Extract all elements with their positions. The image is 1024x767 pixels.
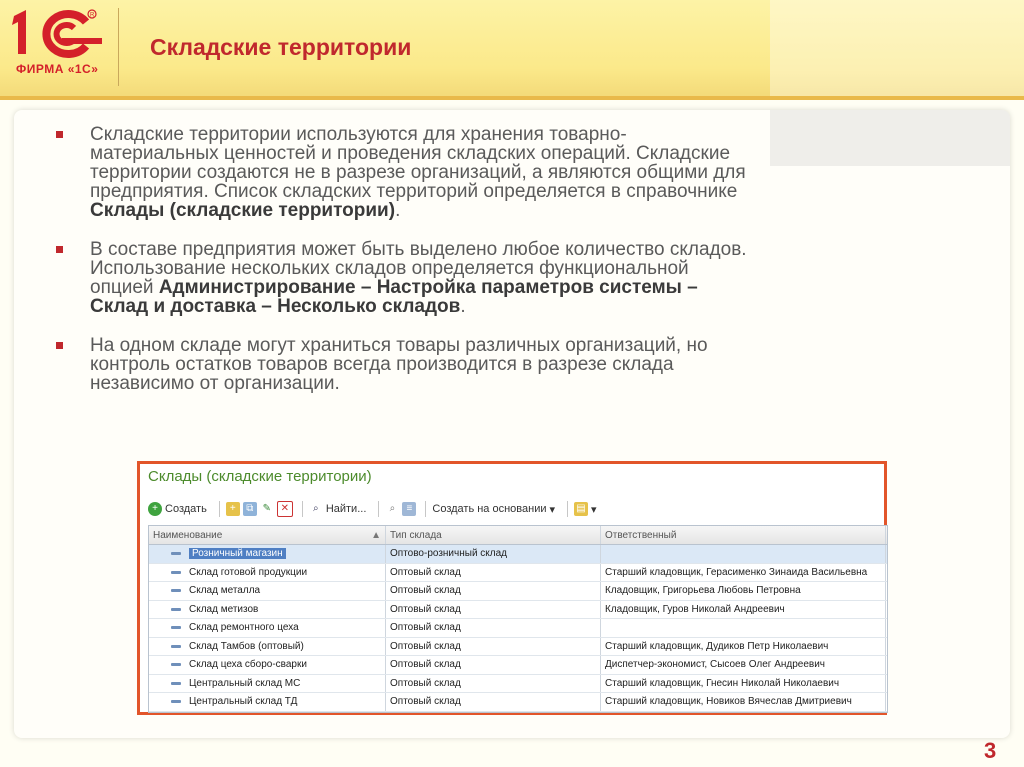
catalog-item-icon [171, 571, 181, 574]
table-row[interactable] [149, 582, 887, 601]
table-row[interactable] [149, 656, 887, 675]
table-row[interactable] [149, 564, 887, 583]
delete-mark-icon[interactable]: ✕ [277, 501, 293, 517]
catalog-item-icon [171, 682, 181, 685]
table-row[interactable] [149, 693, 887, 712]
bullet-marker [56, 246, 63, 253]
cell-name [149, 656, 386, 674]
create-basis-button[interactable] [432, 503, 555, 516]
cell-name-text: Склад готовой продукции [189, 566, 308, 578]
page-number: 3 [984, 738, 997, 763]
toolbar [148, 498, 603, 520]
cell-type: Оптовый склад [386, 693, 601, 711]
page-title: Складские территории [150, 34, 412, 60]
cell-type: Оптовый склад [386, 582, 601, 600]
cell-type: Оптовый склад [386, 638, 601, 656]
cell-responsible [601, 619, 886, 637]
cell-name [149, 638, 386, 656]
column-header-name[interactable] [149, 526, 386, 544]
search-icon: ⌕ [309, 502, 323, 516]
cell-responsible: Кладовщик, Григорьева Любовь Петровна [601, 582, 886, 600]
table-row[interactable] [149, 619, 887, 638]
cell-type: Оптово-розничный склад [386, 545, 601, 563]
cell-name-text: Склад цеха сборо-сварки [189, 659, 307, 671]
bullet-text: В составе предприятия может быть выделено любое количество складов. Использование нескольких складов определяется функциональной опцией [90, 239, 747, 298]
cell-type: Оптовый склад [386, 564, 601, 582]
header-light-band [770, 0, 1024, 98]
cell-name [149, 564, 386, 582]
warehouses-table [148, 525, 888, 713]
cell-responsible: Диспетчер-экономист, Сысоев Олег Андреевич [601, 656, 886, 674]
cell-name-text: Склад ремонтного цеха [189, 622, 299, 634]
bullet-bold-text: Склады (складские территории) [90, 200, 396, 221]
cell-name [149, 601, 386, 619]
cell-name [149, 582, 386, 600]
svg-text:R: R [90, 12, 95, 19]
cell-name-text: Склад метизов [189, 603, 259, 615]
bullet-text: Складские территории используются для хранения товарно-материальных ценностей и проведения складских операций. Складские территории создаются не в разрезе организаций, а являются общими для предприятия. Список складских территорий определяется в справочнике [90, 124, 746, 202]
table-row[interactable] [149, 638, 887, 657]
chevron-down-icon: ▾ [591, 503, 597, 516]
cell-name [149, 545, 386, 563]
column-header-type[interactable]: Тип склада [386, 526, 601, 544]
catalog-item-icon [171, 700, 181, 703]
toolbar-separator [219, 501, 220, 517]
toolbar-separator [378, 501, 379, 517]
create-button-label: Создать [165, 503, 207, 515]
cell-type: Оптовый склад [386, 601, 601, 619]
find-button-label: Найти... [325, 503, 367, 515]
create-button[interactable] [148, 502, 207, 516]
edit-pencil-icon[interactable]: ✎ [260, 502, 274, 516]
logo-1c [0, 0, 118, 88]
list-icon[interactable]: ≡ [402, 502, 416, 516]
warehouses-window [137, 461, 887, 715]
sort-arrow-icon: ▲ [371, 529, 381, 541]
logo-divider [118, 8, 119, 86]
bullet-list [52, 125, 752, 413]
cell-name-text: Розничный магазин [189, 548, 286, 559]
catalog-item-icon [171, 608, 181, 611]
logo-caption: ФИРМА «1С» [16, 62, 99, 76]
chevron-down-icon: ▾ [549, 503, 556, 516]
table-header [149, 526, 887, 545]
cell-responsible: Старший кладовщик, Новиков Вячеслав Дмитриевич [601, 693, 886, 711]
toolbar-separator [567, 501, 568, 517]
copy-icon[interactable]: ⧉ [243, 502, 257, 516]
plus-icon: + [148, 502, 162, 516]
bullet-marker [56, 131, 63, 138]
more-actions-button[interactable] [574, 502, 597, 516]
catalog-item-icon [171, 589, 181, 592]
cell-name-text: Центральный склад ТД [189, 696, 298, 708]
column-header-label: Наименование [153, 529, 223, 541]
cell-type: Оптовый склад [386, 619, 601, 637]
bullet-bold-text: Администрирование – Настройка параметров системы – Склад и доставка – Несколько складов [90, 277, 698, 317]
table-row[interactable] [149, 545, 887, 564]
cell-responsible: Кладовщик, Гуров Николай Андреевич [601, 601, 886, 619]
toolbar-separator [302, 501, 303, 517]
bullet-text-tail: . [395, 200, 401, 221]
panel-corner-shade [770, 110, 1010, 166]
catalog-item-icon [171, 552, 181, 555]
cell-name [149, 619, 386, 637]
table-row[interactable] [149, 601, 887, 620]
catalog-item-icon [171, 645, 181, 648]
create-basis-label: Создать на основании [432, 503, 547, 515]
cell-name-text: Склад Тамбов (оптовый) [189, 640, 304, 652]
cell-name [149, 675, 386, 693]
cell-name-text: Центральный склад МС [189, 677, 301, 689]
bullet-text: На одном складе могут храниться товары различных организаций, но контроль остатков товаров всегда производится в разрезе склада независимо от организации. [90, 335, 708, 394]
bullet-marker [56, 342, 63, 349]
catalog-item-icon [171, 663, 181, 666]
add-folder-icon[interactable]: + [226, 502, 240, 516]
toolbar-separator [425, 501, 426, 517]
cell-responsible: Старший кладовщик, Герасименко Зинаида Васильевна [601, 564, 886, 582]
cell-responsible: Старший кладовщик, Гнесин Николай Николаевич [601, 675, 886, 693]
print-icon: ▤ [574, 502, 588, 516]
bullet-item [52, 125, 752, 220]
bullet-text-tail: . [460, 296, 466, 317]
bullet-item [52, 240, 752, 316]
logo-1c-icon [0, 0, 118, 64]
column-header-responsible[interactable]: Ответственный [601, 526, 886, 544]
cell-responsible [601, 545, 886, 563]
catalog-item-icon [171, 626, 181, 629]
cancel-search-icon[interactable]: ⌕ [385, 502, 399, 516]
cell-type: Оптовый склад [386, 675, 601, 693]
cell-type: Оптовый склад [386, 656, 601, 674]
table-row[interactable] [149, 675, 887, 694]
find-button[interactable] [309, 502, 367, 516]
cell-name [149, 693, 386, 711]
window-title: Склады (складские территории) [148, 468, 372, 485]
bullet-item [52, 336, 752, 393]
header-divider-line [0, 96, 1024, 100]
cell-name-text: Склад металла [189, 585, 261, 597]
cell-responsible: Старший кладовщик, Дудиков Петр Николаевич [601, 638, 886, 656]
